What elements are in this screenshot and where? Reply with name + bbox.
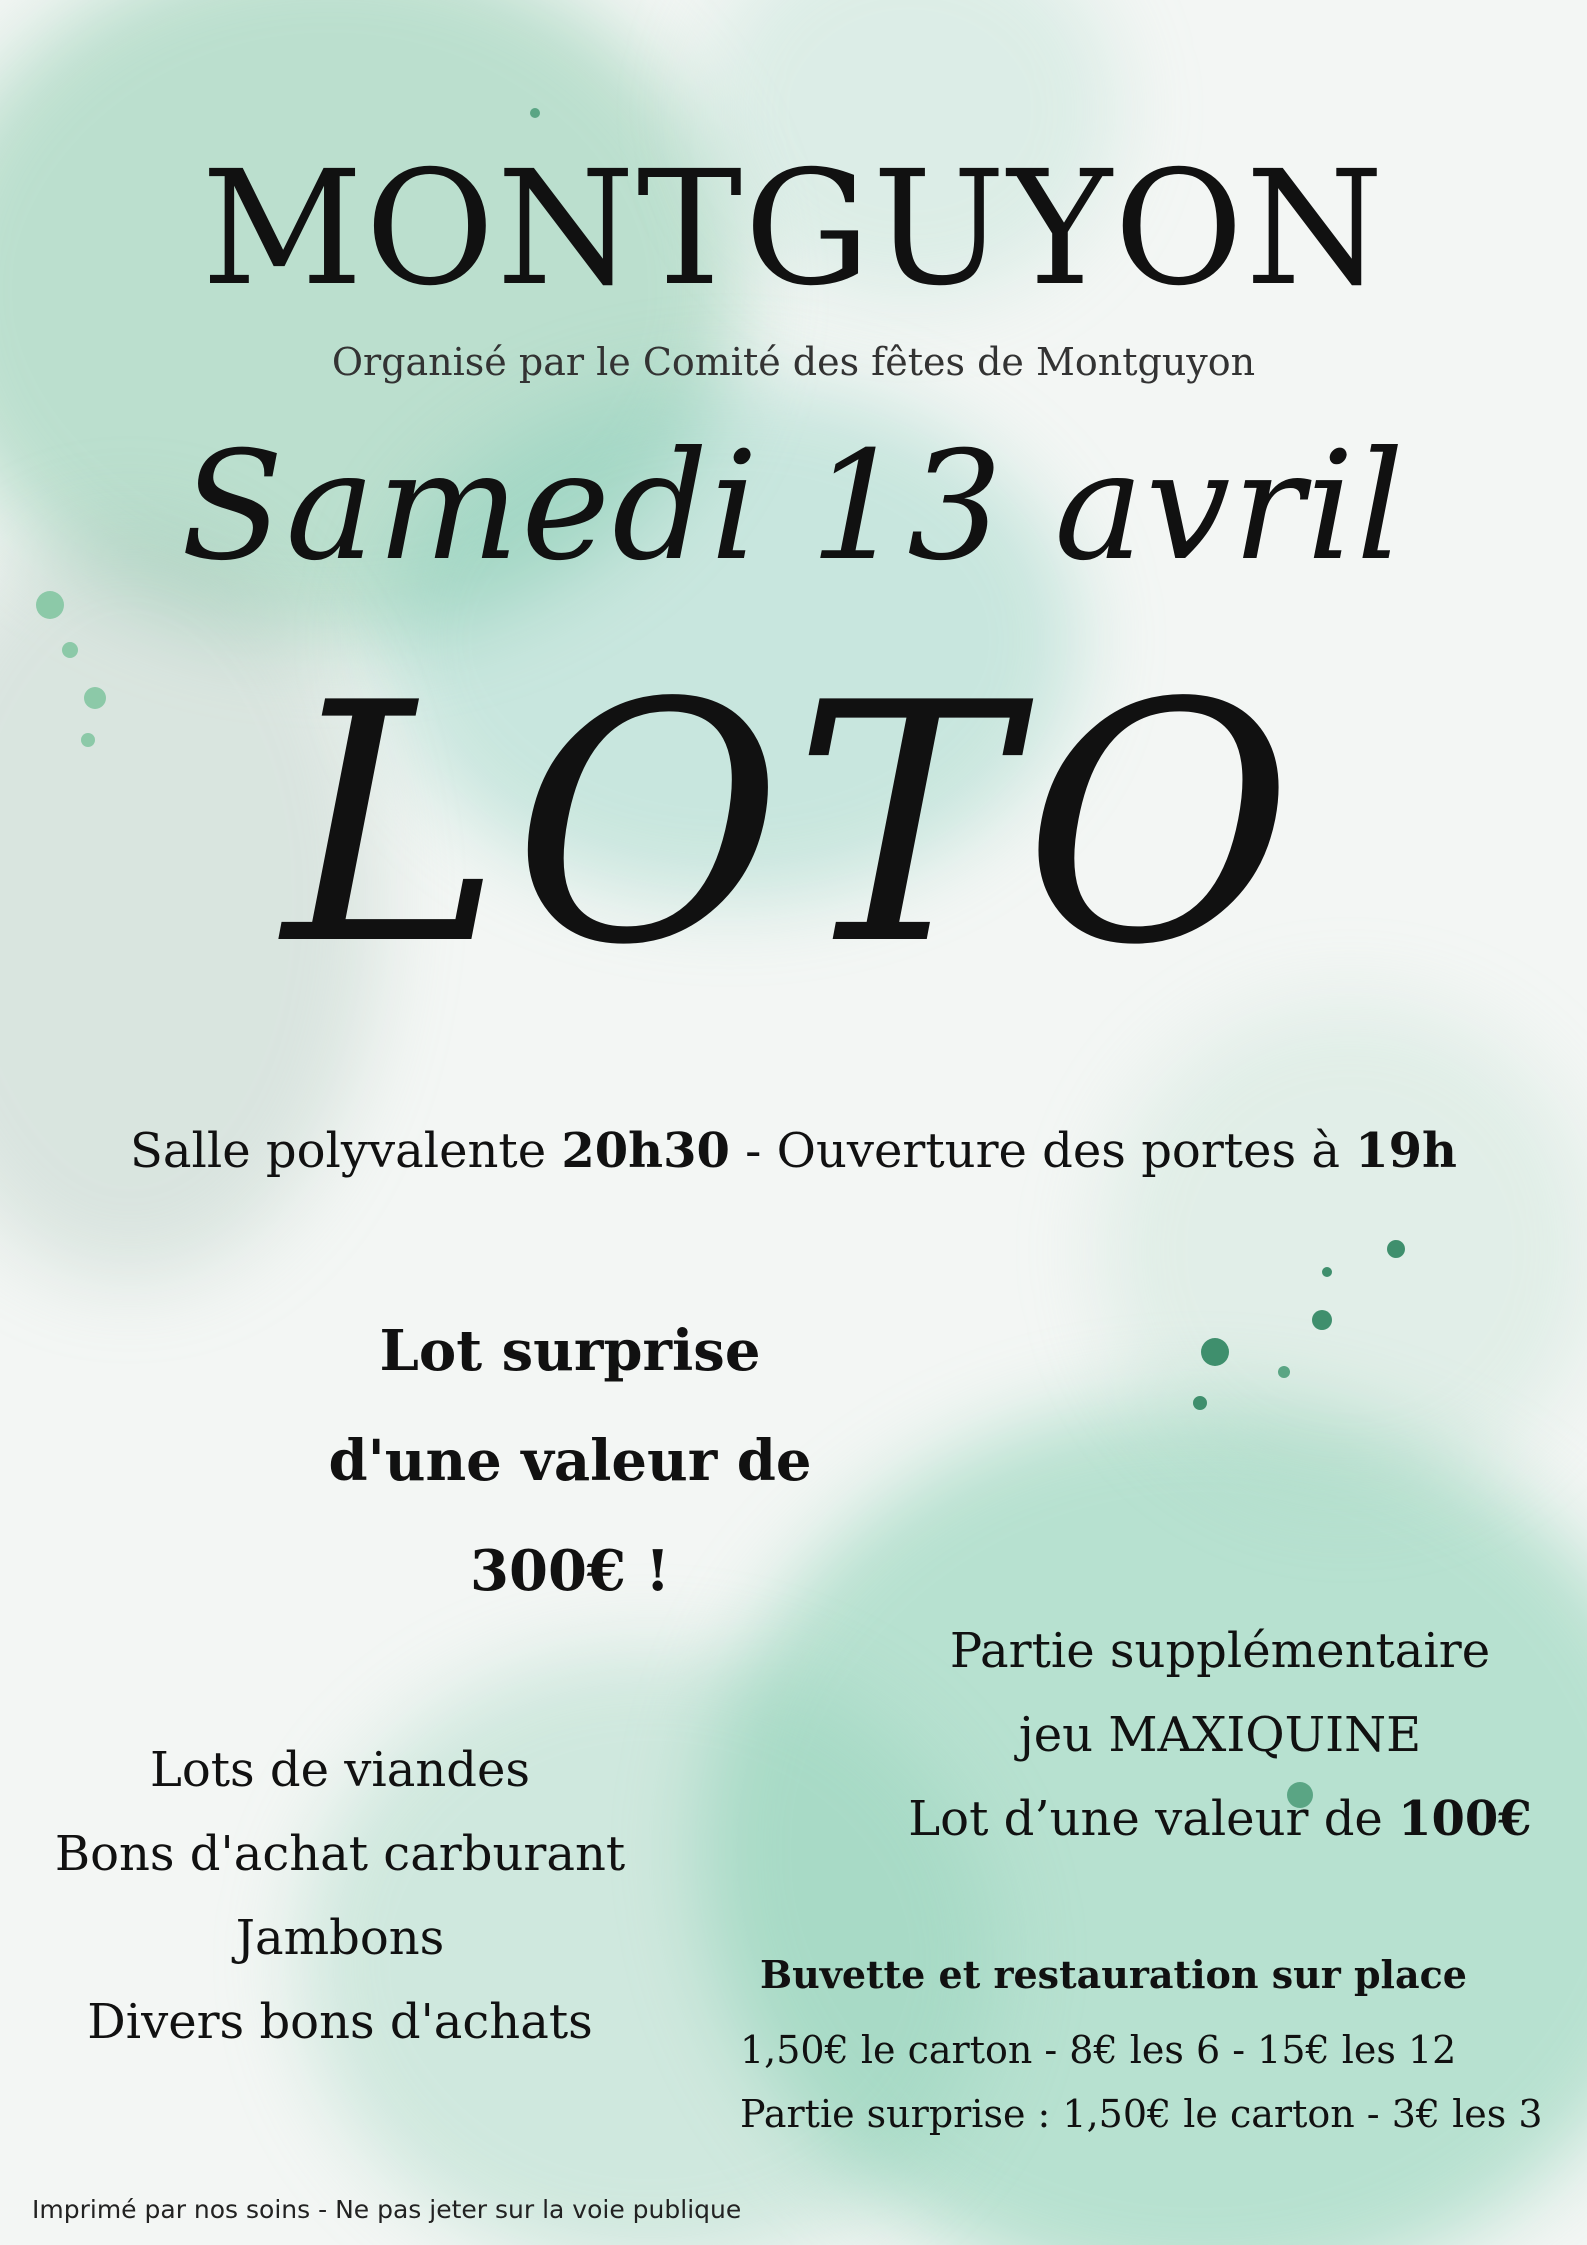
extra-game-prize-label: Lot d’une valeur de <box>908 1791 1383 1847</box>
prize-item: Divers bons d'achats <box>87 1994 593 2050</box>
extra-game-prize-value: 100€ <box>1398 1791 1532 1847</box>
start-time: 20h30 <box>561 1123 730 1179</box>
doors-label: Ouverture des portes à <box>776 1123 1340 1179</box>
pricing-line: 1,50€ le carton - 8€ les 6 - 15€ les 12 <box>740 2028 1457 2072</box>
town-title: MONTGUYON <box>201 137 1386 321</box>
extra-game-line-3 <box>900 1791 1540 1847</box>
event-date: Samedi 13 avril <box>180 420 1407 594</box>
refreshments-note: Buvette et restauration sur place <box>760 1952 1467 1997</box>
surprise-prize-line-2: d'une valeur de <box>328 1428 812 1494</box>
prize-item: Lots de viandes <box>149 1742 531 1798</box>
pricing-line: Partie surprise : 1,50€ le carton - 3€ les 3 <box>740 2092 1543 2136</box>
extra-game-line-1: Partie supplémentaire <box>949 1623 1491 1679</box>
surprise-prize-line-1: Lot surprise <box>379 1318 761 1384</box>
venue-separator: - <box>745 1123 762 1179</box>
event-title: LOTO <box>283 633 1304 1017</box>
prize-item: Bons d'achat carburant <box>54 1826 626 1882</box>
extra-game-line-2: jeu MAXIQUINE <box>1018 1707 1422 1763</box>
surprise-prize-line-3: 300€ ! <box>470 1538 670 1604</box>
prize-item: Jambons <box>235 1910 445 1966</box>
venue-place: Salle polyvalente <box>130 1123 547 1179</box>
doors-time: 19h <box>1355 1123 1457 1179</box>
organizer-line: Organisé par le Comité des fêtes de Montguyon <box>331 340 1256 384</box>
venue-line <box>0 1123 1587 1179</box>
print-notice: Imprimé par nos soins - Ne pas jeter sur la voie publique <box>32 2195 742 2224</box>
